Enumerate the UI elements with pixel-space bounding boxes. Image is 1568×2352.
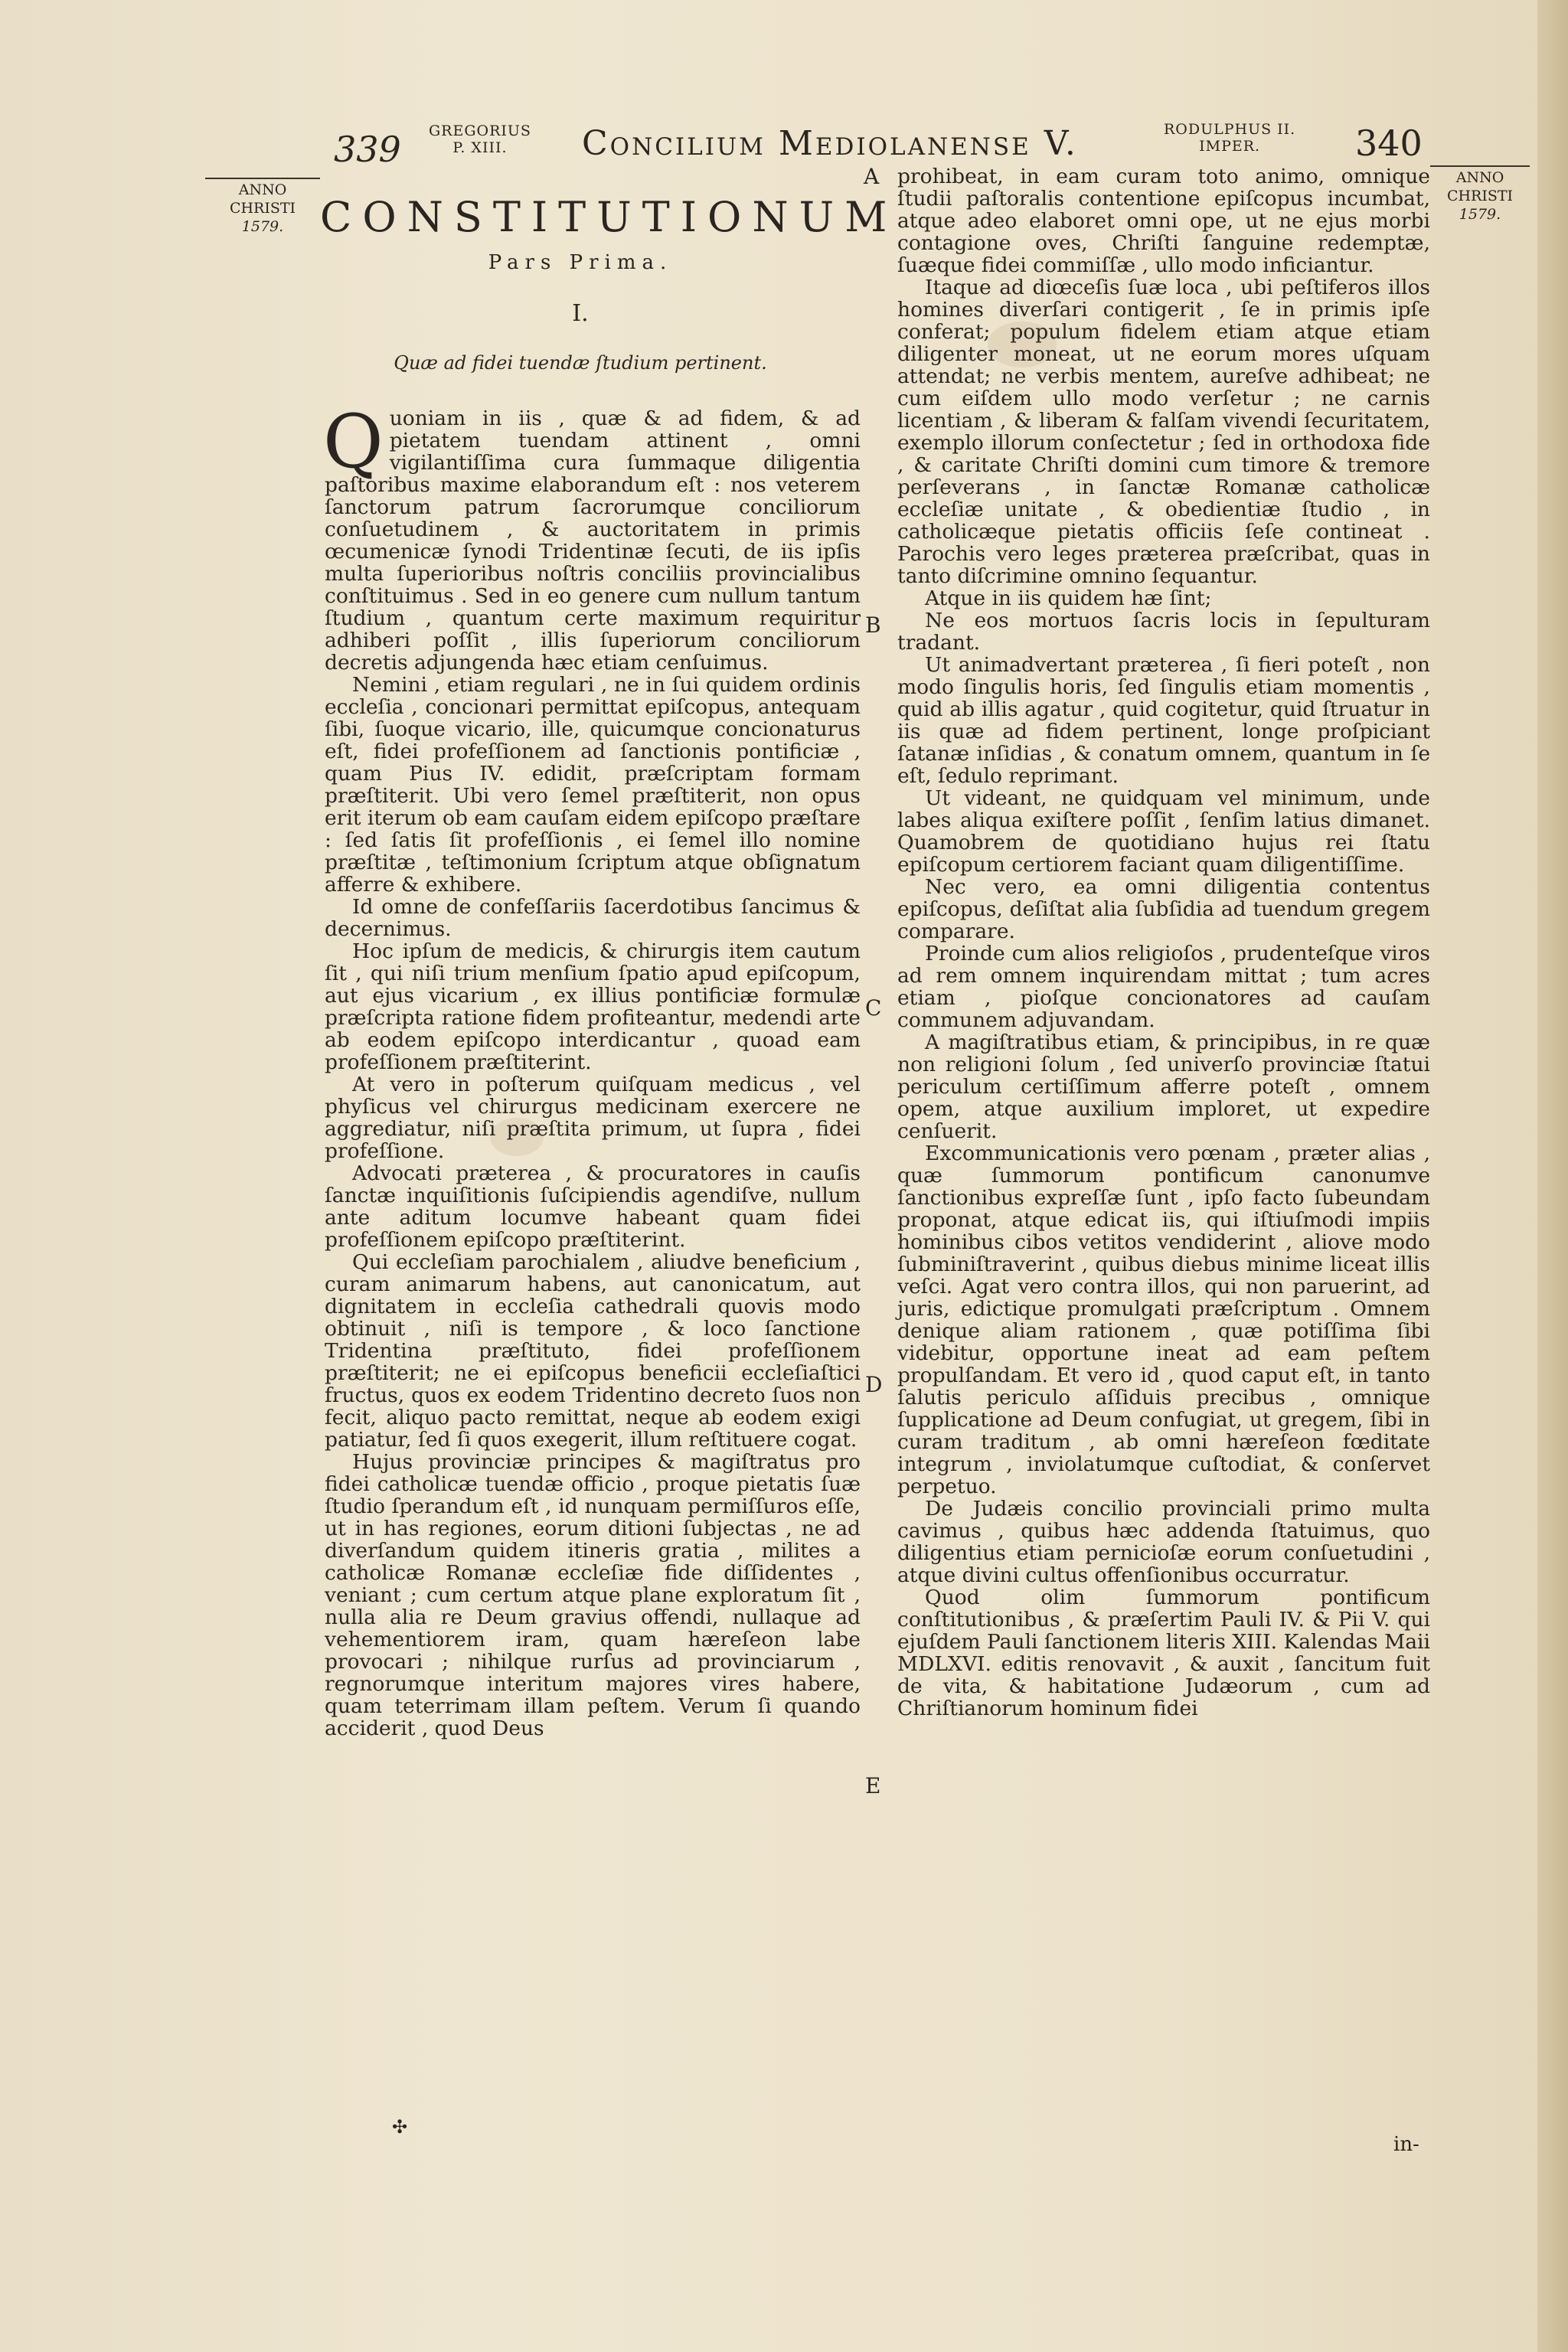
pope-number: P. XIII. [452,139,508,156]
page-number-right: 340 [1355,122,1423,164]
paragraph: Itaque ad diœceſis ſuæ loca , ubi peſtiferos illos homines diverſari contigerit , ſe in primis ipſe conferat; populum fidelem etiam atque etiam diligenter moneat, ut ne eorum mores uſquam attendat; ne verbis mentem, aureſve adhibeat; ne cum eiſdem ullo modo verſetur ; ne carnis licentiam , & liberam & falſam vivendi ſecuritatem, exemplo illorum conſectetur ; ſed in orthodoxa fide , & caritate Chriſti domini cum timore & tremore perſeverans , in ſanctæ Romanæ catholicæ eccleſiæ unitate , & obedientiæ ſtudio , in catholicæque pietatis officiis ſeſe contineat . Parochis vero leges præterea præſcribat, quas in tanto diſcrimine omnino ſequantur. [897,276,1430,588]
margin-note-line: 1579. [241,218,284,235]
column-marker: D [865,1372,883,1397]
emperor-name: RODULPHUS II. [1164,121,1296,138]
chapter-numeral: I. [572,300,589,327]
column-marker: E [865,1773,881,1798]
right-column [897,165,1430,1720]
paragraph: Hoc ipſum de medicis, & chirurgis item cautum ſit , qui niſi trium menſium ſpatio apud epiſcopum, aut ejus vicarium , ex illius pontificiæ formulæ præſcripta ratione fidem profiteantur, medendi arte ab eodem epiſcopo interdicantur , quoad eam profeſſionem præſtiterint. [325,939,861,1074]
column-marker: B [865,612,881,638]
margin-note-right [1430,165,1530,224]
margin-note-line: CHRISTI [229,200,296,217]
paragraph: Proinde cum alios religioſos , prudenteſque viros ad rem omnem inquirendam mittat ; tum acres etiam , pioſque concionatores ad cauſam communem adjuvandam. [897,942,1430,1032]
paragraph: Ne eos mortuos ſacris locis in ſepulturam tradant. [897,609,1430,655]
paragraph: At vero in poſterum quiſquam medicus , vel phyſicus vel chirurgus medicinam exercere ne aggrediatur, niſi præſtita primum, ut ſupra , fidei profeſſione. [325,1073,861,1163]
left-column [323,399,861,1740]
paragraph: Advocati præterea , & procuratores in cauſis ſanctæ inquiſitionis ſuſcipiendis agendiſve, nullum ante aditum locumve habeant quam fidei profeſſionem epiſcopo præſtiterint. [325,1161,861,1252]
paragraph: De Judæis concilio provinciali primo multa cavimus , quibus hæc addenda ſtatuimus, quo diligentius etiam pernicioſæ eorum conſuetudini , atque divini cultus offenſionibus occurratur. [897,1497,1430,1587]
pope-label [429,122,531,156]
paragraph: Ut videant, ne quidquam vel minimum, unde labes aliqua exiſtere poſſit , ſenſim latius dimanet. Quamobrem de quotidiano hujus rei ſtatu epiſcopum certiorem faciant quam diligentiſſime. [897,786,1430,877]
margin-note-line: 1579. [1459,206,1501,223]
part-heading: Pars Prima. [488,251,673,274]
running-header [0,113,1568,170]
margin-note-left [205,178,320,236]
paragraph: prohibeat, in eam curam toto animo, omnique ſtudii paſtoralis contentione epiſcopus incumbat, atque adeo elaboret omni ope, ut ne ejus morbi contagione oves, Chriſti ſanguine redemptæ, ſuæque fidei commiſſæ , ullo modo inficiantur. [897,165,1430,277]
paragraph: Id omne de confeſſariis ſacerdotibus ſancimus & decernimus. [325,895,861,941]
paragraph: Atque in iis quidem hæ ſint; [925,586,1212,610]
paragraph: Hujus provinciæ principes & magiſtratus pro fidei catholicæ tuendæ officio , proque pietatis ſuæ ſtudio ſperandum eſt , id nunquam permiſſuros eſſe, ut in has regiones, eorum ditioni ſubjectas , ne ad diverſandum quidem itineris gratia , milites a catholicæ Romanæ eccleſiæ fide diſſidentes , veniant ; cum certum atque plane exploratum ſit , nulla alia re Deum gravius offendi, nullaque ad vehementiorem iram, quam hæreſeon labe provocari ; nihilque rurſus ad provinciarum , regnorumque interitum majores vires habere, quam teterrimam illam peſtem. Verum ſi quando acciderit , quod Deus [325,1450,861,1740]
column-marker: C [865,995,882,1021]
emperor-label [1164,121,1295,155]
paragraph: Quod olim ſummorum pontificum conſtitutionibus , & præſertim Pauli IV. & Pii V. qui ejuſdem Pauli ſanctionem literis XIII. Kalendas Maii MDLXVI. editis renovavit , & auxit , ſancitum fuit de vita, & habitatione Judæorum , cum ad Chriſtianorum hominum fidei [897,1586,1430,1720]
printer-ornament-icon: ✣ [392,2116,408,2138]
paragraph: Nec vero, ea omni diligentia contentus epiſcopus, deſiſtat alia ſubſidia ad tuendum gregem comparare. [897,875,1430,943]
section-title: CONSTITUTIONUM [320,193,898,241]
margin-note-line: ANNO [238,181,287,198]
adjacent-page-edge [1537,0,1568,2352]
paragraph: Ut animadvertant præterea , ſi fieri poteſt , non modo ſingulis horis, ſed ſingulis etiam momentis , quid ab illis agatur , quid cogitetur, quid ſtruatur in iis quæ ad fidem pertinent, longe proſpiciant ſatanæ inſidias , & conatum omnem, quantum in ſe eſt, ſedulo reprimant. [897,653,1430,788]
margin-note-line: ANNO [1455,169,1504,186]
paragraph: Nemini , etiam regulari , ne in ſui quidem ordinis eccleſia , concionari permittat epiſcopus, antequam ſibi, ſuoque vicario, ille, quicumque concionaturus eſt, fidei profeſſionem ad ſanctionis pontificiæ , quam Pius IV. edidit, præſcriptam formam præſtiterit. Ubi vero ſemel præſtiterit, non opus erit iterum ob eam cauſam eidem epiſcopo præſtare : ſed ſatis ſit profeſſionis , ei ſemel illo nomine præſtitæ , teſtimonium ſcriptum atque obſignatum afferre & exhibere. [325,673,861,897]
pope-name: GREGORIUS [429,122,531,139]
margin-rule [1430,165,1530,167]
paragraph: Qui eccleſiam parochialem , aliudve beneficium , curam animarum habens, aut canonicatum, aut dignitatem in eccleſia cathedrali quovis modo obtinuit , niſi is tempore , & loco ſanctione Tridentina præſtituto, fidei profeſſionem præſtiterit; ne ei epiſcopus beneficii eccleſiaſtici fructus, quos ex eodem Tridentino decreto ſuos non fecit, aliquo pacto remittat, neque ab eodem exigi patiatur, ſed ſi quos exegerit, illum reſtituere cogat. [325,1250,861,1452]
paragraph: Excommunicationis vero pœnam , præter alias , quæ ſummorum pontificum canonumve ſanctionibus expreſſæ ſunt , ipſo facto ſubeundam proponat, atque edicat iis, qui iſtiuſmodi impiis hominibus cibos vetitos vendiderint , aliove modo ſubminiſtraverint , quibus diebus minime liceat illis veſci. Agat vero contra illos, qui non paruerint, ad juris, edictique promulgati præſcriptum . Omnem denique aliam rationem , quæ potiſſima ſibi videbitur, opportune ineat ad eam peſtem propulſandam. Et vero id , quod caput eſt, in tanto ſalutis periculo aſſiduis precibus , omnique ſupplicatione ad Deum confugiat, ut gregem, ſibi in curam traditum , ab omni hæreſeon fœditate integrum , inviolatumque cuſtodiat, & conſervet perpetuo. [897,1142,1430,1498]
running-title: Concilium Mediolanense V. [582,124,1078,163]
chapter-heading: Quæ ad fidei tuendæ ſtudium pertinent. [394,352,767,374]
emperor-title: IMPER. [1199,138,1261,155]
margin-note-line: CHRISTI [1446,188,1514,204]
page-number-left: 339 [334,129,401,170]
paragraph [323,399,861,675]
margin-rule [205,178,320,179]
column-marker: A [864,164,880,189]
drop-cap: Q [323,399,384,485]
paragraph: A magiſtratibus etiam, & principibus, in re quæ non religioni ſolum , ſed univerſo provinciæ ſtatui periculum certiſſimum afferre poteſt , omnem opem, atque auxilium imploret, ut expedire cenſuerit. [897,1031,1430,1143]
paragraph-text: uoniam in iis , quæ & ad fidem, & ad pietatem tuendam attinent , omni vigilantiſſima cura ſummaque diligentia paſtoribus maxime elaborandum eſt : nos veterem ſanctorum patrum ſacrorumque conciliorum conſuetudinem , & auctoritatem in primis œcumenicæ ſynodi Tridentinæ ſecuti, de iis ipſis multa ſuperioribus noſtris conciliis provincialibus conſtituimus . Sed in eo genere cum nullum tantum ſtudium , quantum certe maximum requiritur adhiberi poſſit , illis ſuperiorum conciliorum decretis adjungenda hæc etiam cenſuimus. [325,407,861,675]
catchword: in- [1393,2133,1419,2156]
